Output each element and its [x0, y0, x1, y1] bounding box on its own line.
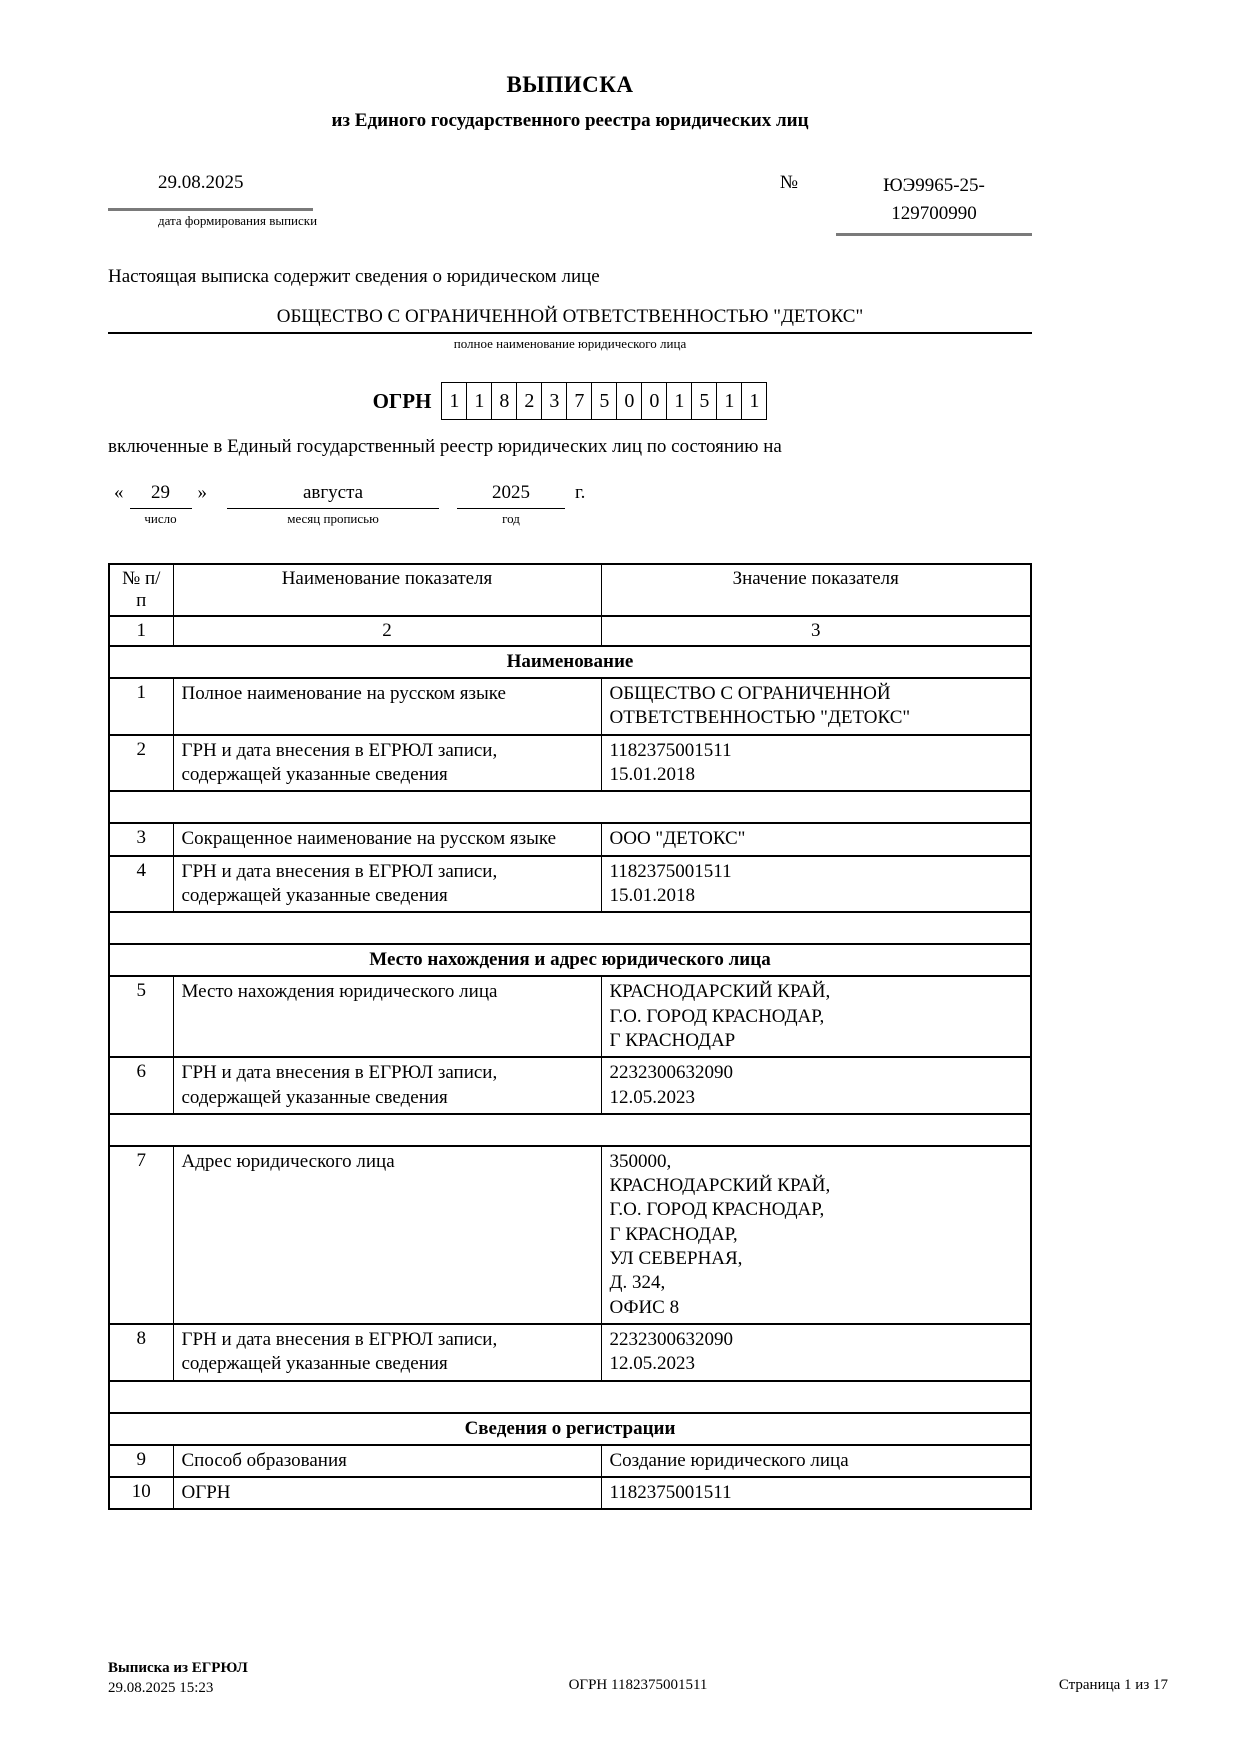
- open-quote: «: [114, 482, 124, 504]
- ogrn-digit-1: 1: [466, 382, 492, 420]
- spacer-row: [109, 912, 1031, 944]
- indicator-value-cell: [601, 1445, 1031, 1477]
- table-row: [109, 735, 1031, 792]
- formation-date-block: [108, 172, 317, 236]
- indicator-name-cell: ГРН и дата внесения в ЕГРЮЛ записи, содержащей указанные сведения: [173, 1324, 601, 1381]
- formation-date-underline: [108, 208, 313, 211]
- table-row: [109, 678, 1031, 735]
- header-indicator-name: Наименование показателя: [173, 564, 601, 616]
- spacer-cell: [109, 791, 1031, 823]
- indicator-value-cell: [601, 1057, 1031, 1114]
- footer-doc-type: Выписка из ЕГРЮЛ: [108, 1660, 248, 1676]
- indicator-value-cell: [601, 1324, 1031, 1381]
- indicator-value-line: 15.01.2018: [609, 884, 695, 906]
- indicator-value-line: 1182375001511: [609, 1481, 732, 1503]
- ogrn-digit-10: 5: [691, 382, 717, 420]
- ogrn-digit-6: 5: [591, 382, 617, 420]
- indicator-value-line: УЛ СЕВЕРНАЯ,: [609, 1248, 743, 1270]
- row-number-cell: 5: [109, 976, 173, 1057]
- ogrn-digit-7: 0: [616, 382, 642, 420]
- indicator-value-cell: [601, 735, 1031, 792]
- ogrn-digit-12: 1: [741, 382, 767, 420]
- row-number-cell: 6: [109, 1057, 173, 1114]
- section-row: [109, 1413, 1031, 1445]
- indicator-value-line: Г КРАСНОДАР,: [609, 1223, 738, 1245]
- as-of-date-row: [108, 482, 1032, 527]
- month-label: месяц прописью: [287, 511, 379, 527]
- ogrn-label: ОГРН: [372, 388, 432, 413]
- ogrn-row: [108, 382, 1032, 420]
- indicator-name-cell: ГРН и дата внесения в ЕГРЮЛ записи, содержащей указанные сведения: [173, 856, 601, 913]
- document-number-line2: 129700990: [891, 202, 977, 224]
- close-quote: »: [197, 482, 207, 504]
- row-number-cell: 10: [109, 1477, 173, 1509]
- table-row: [109, 1477, 1031, 1509]
- document-number-underline: [836, 233, 1032, 236]
- row-number-cell: 3: [109, 823, 173, 855]
- indicator-value-line: 12.05.2023: [609, 1086, 695, 1108]
- footer-ogrn: ОГРН 1182375001511: [568, 1677, 708, 1693]
- column-number-2: 2: [173, 616, 601, 646]
- indicator-value-cell: [601, 856, 1031, 913]
- indicator-value-line: 2232300632090: [609, 1062, 733, 1084]
- ogrn-digit-9: 1: [666, 382, 692, 420]
- indicators-table: [108, 563, 1032, 1510]
- ogrn-digit-2: 8: [491, 382, 517, 420]
- ogrn-digit-5: 7: [566, 382, 592, 420]
- row-number-cell: 9: [109, 1445, 173, 1477]
- table-row: [109, 856, 1031, 913]
- year-label: год: [502, 511, 520, 527]
- spacer-row: [109, 791, 1031, 823]
- row-number-cell: 8: [109, 1324, 173, 1381]
- row-number-cell: 7: [109, 1146, 173, 1324]
- indicator-name-cell: Способ образования: [173, 1445, 601, 1477]
- page-footer: [108, 1658, 1168, 1699]
- indicator-value-line: ОБЩЕСТВО С ОГРАНИЧЕННОЙ: [609, 683, 891, 705]
- indicator-value-cell: [601, 1146, 1031, 1324]
- document-title: ВЫПИСКА: [506, 72, 634, 97]
- indicator-name-cell: Адрес юридического лица: [173, 1146, 601, 1324]
- indicator-value-line: КРАСНОДАРСКИЙ КРАЙ,: [609, 1175, 831, 1197]
- indicator-value-line: Д. 324,: [609, 1272, 666, 1294]
- ogrn-digit-boxes: [441, 382, 767, 420]
- number-sign: №: [779, 172, 798, 193]
- ogrn-digit-11: 1: [716, 382, 742, 420]
- indicator-value-line: ОФИС 8: [609, 1296, 680, 1318]
- indicators-table-body: [109, 646, 1031, 1509]
- document-number-block: [780, 172, 1032, 236]
- section-row: [109, 646, 1031, 678]
- indicator-name-cell: Место нахождения юридического лица: [173, 976, 601, 1057]
- column-numbering-row: [109, 616, 1031, 646]
- indicator-value-line: Г КРАСНОДАР: [609, 1029, 736, 1051]
- section-title: Наименование: [109, 646, 1031, 678]
- year-segment: [457, 482, 565, 527]
- spacer-cell: [109, 1381, 1031, 1413]
- formation-date: 29.08.2025: [158, 172, 244, 193]
- table-row: [109, 1146, 1031, 1324]
- footer-page-number: Страница 1 из 17: [1058, 1677, 1168, 1693]
- header-meta-row: [108, 172, 1032, 236]
- indicator-value-cell: [601, 823, 1031, 855]
- indicator-value-line: 1182375001511: [609, 739, 732, 761]
- indicator-value-line: 1182375001511: [609, 860, 732, 882]
- section-title: Место нахождения и адрес юридического лица: [109, 944, 1031, 976]
- year-suffix: г.: [575, 482, 586, 504]
- spacer-row: [109, 1114, 1031, 1146]
- row-number-cell: 1: [109, 678, 173, 735]
- indicator-value-line: Г.О. ГОРОД КРАСНОДАР,: [609, 1199, 825, 1221]
- section-title: Сведения о регистрации: [109, 1413, 1031, 1445]
- document-number: [836, 172, 1032, 236]
- company-name-label: полное наименование юридического лица: [453, 336, 687, 352]
- included-text: включенные в Единый государственный реестр юридических лиц по состоянию на: [108, 436, 782, 458]
- ogrn-digit-0: 1: [441, 382, 467, 420]
- company-full-name: ОБЩЕСТВО С ОГРАНИЧЕННОЙ ОТВЕТСТВЕННОСТЬЮ "ДЕТОКС": [108, 306, 1032, 334]
- spacer-row: [109, 1381, 1031, 1413]
- section-row: [109, 944, 1031, 976]
- indicator-value-line: ОТВЕТСТВЕННОСТЬЮ "ДЕТОКС": [609, 707, 911, 729]
- indicator-value-line: 12.05.2023: [609, 1353, 695, 1375]
- document-number-line1: ЮЭ9965-25-: [883, 175, 985, 196]
- indicator-value-line: Г.О. ГОРОД КРАСНОДАР,: [609, 1005, 825, 1027]
- indicator-value-line: ООО "ДЕТОКС": [609, 828, 746, 850]
- indicator-value-cell: [601, 976, 1031, 1057]
- indicator-name-cell: ГРН и дата внесения в ЕГРЮЛ записи, содержащей указанные сведения: [173, 1057, 601, 1114]
- footer-timestamp: 29.08.2025 15:23: [108, 1680, 214, 1697]
- table-row: [109, 1445, 1031, 1477]
- day-label: число: [144, 511, 177, 527]
- table-header-row: [109, 564, 1031, 616]
- indicator-value-cell: [601, 678, 1031, 735]
- indicator-value-line: Создание юридического лица: [609, 1449, 849, 1471]
- column-number-3: 3: [601, 616, 1031, 646]
- column-number-1: 1: [109, 616, 173, 646]
- indicator-name-cell: Полное наименование на русском языке: [173, 678, 601, 735]
- ogrn-digit-4: 3: [541, 382, 567, 420]
- row-number-cell: 4: [109, 856, 173, 913]
- spacer-cell: [109, 1114, 1031, 1146]
- indicator-name-cell: ГРН и дата внесения в ЕГРЮЛ записи, содержащей указанные сведения: [173, 735, 601, 792]
- table-row: [109, 823, 1031, 855]
- indicator-value-line: 2232300632090: [609, 1329, 733, 1351]
- year-value: 2025: [492, 482, 530, 504]
- indicator-value-line: 15.01.2018: [609, 764, 695, 786]
- formation-date-label: дата формирования выписки: [158, 213, 318, 228]
- indicator-value-cell: [601, 1477, 1031, 1509]
- ogrn-digit-3: 2: [516, 382, 542, 420]
- indicator-name-cell: ОГРН: [173, 1477, 601, 1509]
- document-subtitle: из Единого государственного реестра юридических лиц: [331, 110, 809, 131]
- indicator-name-cell: Сокращенное наименование на русском языке: [173, 823, 601, 855]
- indicator-value-line: КРАСНОДАРСКИЙ КРАЙ,: [609, 981, 831, 1003]
- row-number-cell: 2: [109, 735, 173, 792]
- ogrn-digit-8: 0: [641, 382, 667, 420]
- spacer-cell: [109, 912, 1031, 944]
- header-row-number: № п/п: [109, 564, 173, 616]
- table-row: [109, 1057, 1031, 1114]
- indicator-value-line: 350000,: [609, 1150, 672, 1172]
- table-row: [109, 976, 1031, 1057]
- day-value: 29: [151, 482, 170, 504]
- month-value: августа: [302, 482, 364, 504]
- intro-text: Настоящая выписка содержит сведения о юридическом лице: [108, 266, 600, 288]
- header-indicator-value: Значение показателя: [601, 564, 1031, 616]
- month-segment: [227, 482, 439, 527]
- day-segment: [130, 482, 192, 527]
- table-row: [109, 1324, 1031, 1381]
